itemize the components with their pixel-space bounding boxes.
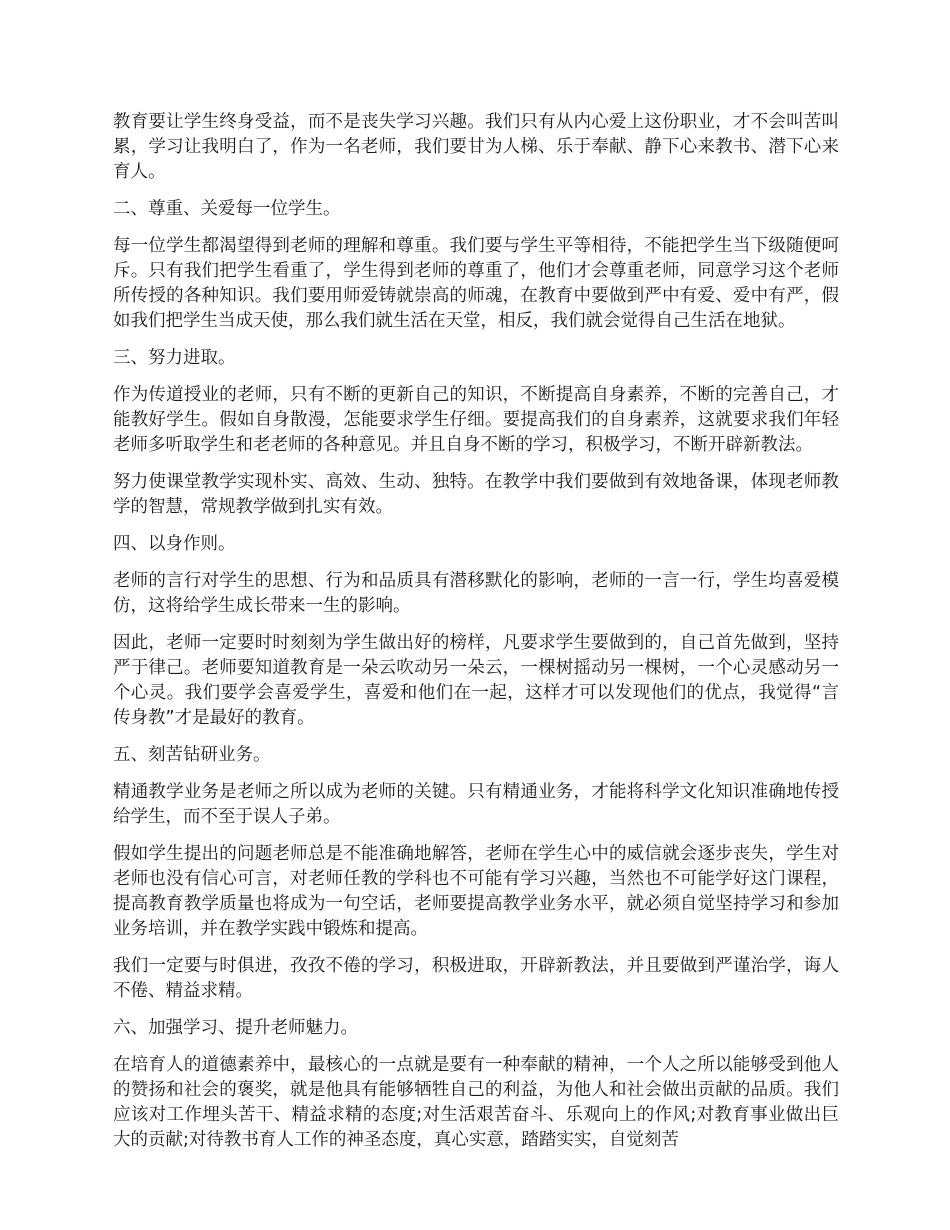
paragraph-expertise: 精通教学业务是老师之所以成为老师的关键。只有精通业务，才能将科学文化知识准确地传授给学生，而不至于误人子弟。 bbox=[113, 782, 839, 827]
paragraph-example: 因此，老师一定要时时刻刻为学生做出好的榜样，凡要求学生要做到的，自己首先做到，坚持严于律己。老师要知道教育是一朵云吹动另一朵云，一棵树摇动另一棵树，一个心灵感动另一个心灵。我们要学会喜爱学生，喜爱和他们在一起，这样才可以发现他们的优点，我觉得“言传身教”才是最好的教育。 bbox=[113, 633, 839, 728]
section-heading-4: 四、以身作则。 bbox=[113, 534, 236, 554]
section-heading-3: 三、努力进取。 bbox=[113, 348, 236, 368]
paragraph-keep-pace: 我们一定要与时俱进，孜孜不倦的学习，积极进取，开辟新教法，并且要做到严谨治学，诲人不倦、精益求精。 bbox=[113, 956, 839, 1001]
paragraph-intro: 教育要让学生终身受益，而不是丧失学习兴趣。我们只有从内心爱上这份职业，才不会叫苦叫累，学习让我明白了，作为一名老师，我们要甘为人梯、乐于奉献、静下心来教书、潜下心来育人。 bbox=[113, 112, 839, 182]
section-heading-6: 六、加强学习、提升老师魅力。 bbox=[113, 1018, 358, 1038]
paragraph-dedication: 在培育人的道德素养中，最核心的一点就是要有一种奉献的精神，一个人之所以能够受到他人的赞扬和社会的褒奖，就是他具有能够牺牲自己的利益，为他人和社会做出贡献的品质。我们应该对工作埋头苦干、精益求精的态度;对生活艰苦奋斗、乐观向上的作风;对教育事业做出巨大的贡献;对待教书育人工作的神圣态度，真心实意，踏踏实实，自觉刻苦 bbox=[113, 1055, 839, 1150]
paragraph-progress: 作为传道授业的老师，只有不断的更新自己的知识，不断提高自身素养，不断的完善自己，才能教好学生。假如自身散漫，怎能要求学生仔细。要提高我们的自身素养，这就要求我们年轻老师多听取学生和老老师的各种意见。并且自身不断的学习，积极学习，不断开辟新教法。 bbox=[113, 385, 839, 455]
section-heading-5: 五、刻苦钻研业务。 bbox=[113, 745, 271, 765]
paragraph-respect: 每一位学生都渴望得到老师的理解和尊重。我们要与学生平等相待，不能把学生当下级随便呵斥。只有我们把学生看重了，学生得到老师的尊重了，他们才会尊重老师，同意学习这个老师所传授的各种知识。我们要用师爱铸就崇高的师魂，在教育中要做到严中有爱、爱中有严，假如我们把学生当成天使，那么我们就生活在天堂，相反，我们就会觉得自己生活在地狱。 bbox=[113, 236, 839, 331]
paragraph-questions: 假如学生提出的问题老师总是不能准确地解答，老师在学生心中的威信就会逐步丧失，学生对老师也没有信心可言，对老师任教的学科也不可能有学习兴趣，当然也不可能学好这门课程，提高教育教学质量也将成为一句空话，老师要提高教学业务水平，就必须自觉坚持学习和参加业务培训，并在教学实践中锻炼和提高。 bbox=[113, 844, 839, 939]
paragraph-influence: 老师的言行对学生的思想、行为和品质具有潜移默化的影响，老师的一言一行，学生均喜爱模仿，这将给学生成长带来一生的影响。 bbox=[113, 571, 839, 616]
document-body bbox=[113, 110, 839, 1165]
paragraph-classroom: 努力使课堂教学实现朴实、高效、生动、独特。在教学中我们要做到有效地备课，体现老师教学的智慧，常规教学做到扎实有效。 bbox=[113, 472, 839, 517]
section-heading-2: 二、尊重、关爱每一位学生。 bbox=[113, 199, 341, 219]
